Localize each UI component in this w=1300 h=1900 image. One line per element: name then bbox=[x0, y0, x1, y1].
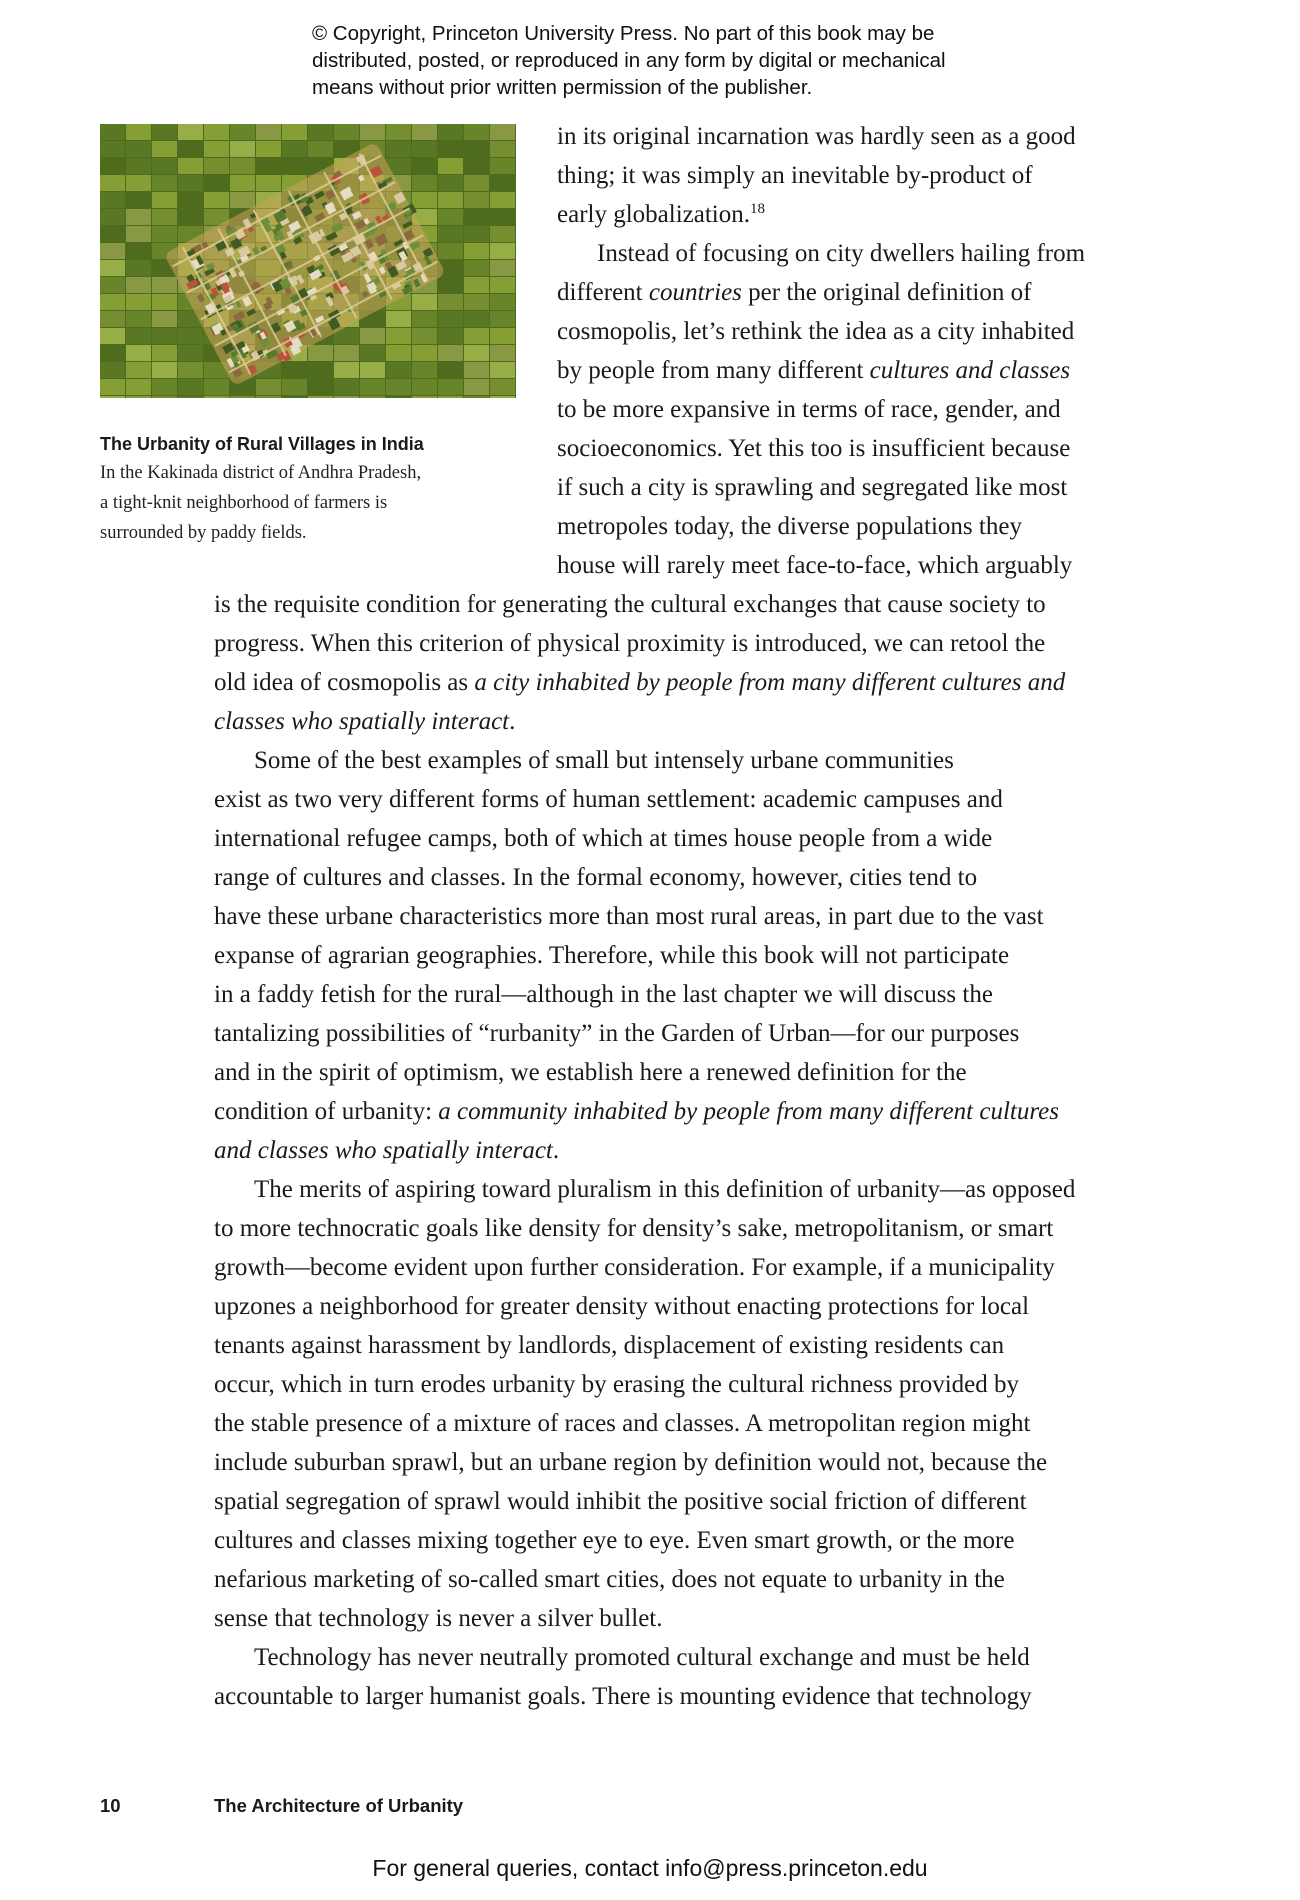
copyright-line: © Copyright, Princeton University Press. No part of this book may be bbox=[312, 22, 935, 45]
body-line: old idea of cosmopolis as a city inhabited by people from many different cultures and bbox=[214, 669, 1066, 696]
body-line: include suburban sprawl, but an urbane region by definition would not, because the bbox=[214, 1449, 1048, 1476]
body-line: house will rarely meet face-to-face, which arguably bbox=[557, 552, 1073, 579]
footnote-ref: 18 bbox=[749, 201, 765, 217]
copyright-line: distributed, posted, or reproduced in any form by digital or mechanical bbox=[312, 49, 946, 72]
body-line: occur, which in turn erodes urbanity by erasing the cultural richness provided by bbox=[214, 1371, 1020, 1398]
italic-phrase: a community inhabited by people from many different cultures bbox=[438, 1098, 1059, 1125]
body-line: early globalization.$^{18}$ bbox=[557, 201, 765, 228]
body-text-main-column bbox=[214, 585, 1274, 1716]
body-line: tenants against harassment by landlords, displacement of existing residents can bbox=[214, 1332, 1005, 1359]
paragraph-start-line: Instead of focusing on city dwellers hailing from bbox=[597, 240, 1086, 267]
body-line: sense that technology is never a silver bullet. bbox=[214, 1605, 663, 1632]
body-line: to more technocratic goals like density for density’s sake, metropolitanism, or smart bbox=[214, 1215, 1054, 1242]
body-line: the stable presence of a mixture of races and classes. A metropolitan region might bbox=[214, 1410, 1031, 1437]
body-line: if such a city is sprawling and segregated like most bbox=[557, 474, 1068, 501]
body-line: in a faddy fetish for the rural—although in the last chapter we will discuss the bbox=[214, 981, 993, 1008]
paragraph-start-line: Technology has never neutrally promoted cultural exchange and must be held bbox=[254, 1644, 1030, 1671]
body-line: different countries per the original definition of bbox=[557, 279, 1032, 306]
body-line: classes who spatially interact. bbox=[214, 708, 516, 735]
body-line: nefarious marketing of so-called smart cities, does not equate to urbanity in the bbox=[214, 1566, 1005, 1593]
page-number: 10 bbox=[100, 1795, 121, 1816]
body-line: is the requisite condition for generating the cultural exchanges that cause society to bbox=[214, 591, 1046, 618]
caption-line: surrounded by paddy fields. bbox=[100, 523, 307, 543]
paragraph-start-line: Some of the best examples of small but intensely urbane communities bbox=[254, 747, 954, 774]
body-line: accountable to larger humanist goals. There is mounting evidence that technology bbox=[214, 1683, 1032, 1710]
italic-phrase: countries bbox=[648, 279, 742, 306]
body-line: have these urbane characteristics more than most rural areas, in part due to the vast bbox=[214, 903, 1044, 930]
body-line: socioeconomics. Yet this too is insufficient because bbox=[557, 435, 1071, 462]
caption-line: a tight-knit neighborhood of farmers is bbox=[100, 493, 388, 513]
running-title: The Architecture of Urbanity bbox=[214, 1795, 464, 1816]
italic-phrase: and classes who spatially interact bbox=[214, 1137, 553, 1164]
body-line: progress. When this criterion of physical proximity is introduced, we can retool the bbox=[214, 630, 1046, 657]
body-line: in its original incarnation was hardly seen as a good bbox=[557, 123, 1076, 150]
body-line: thing; it was simply an inevitable by-product of bbox=[557, 162, 1033, 189]
figure-caption bbox=[100, 430, 520, 548]
body-line: range of cultures and classes. In the formal economy, however, cities tend to bbox=[214, 864, 978, 891]
body-line: cultures and classes mixing together eye to eye. Even smart growth, or the more bbox=[214, 1527, 1015, 1554]
paragraph-start-line: The merits of aspiring toward pluralism in this definition of urbanity—as opposed bbox=[254, 1176, 1076, 1203]
body-line: to be more expansive in terms of race, gender, and bbox=[557, 396, 1061, 423]
body-line: spatial segregation of sprawl would inhibit the positive social friction of different bbox=[214, 1488, 1027, 1515]
copyright-notice bbox=[312, 20, 1072, 101]
body-line: expanse of agrarian geographies. Therefore, while this book will not participate bbox=[214, 942, 1010, 969]
italic-phrase: a city inhabited by people from many different cultures and bbox=[474, 669, 1066, 696]
body-line: international refugee camps, both of which at times house people from a wide bbox=[214, 825, 993, 852]
body-line: condition of urbanity: a community inhabited by people from many different cultures bbox=[214, 1098, 1059, 1125]
caption-line: In the Kakinada district of Andhra Pradesh, bbox=[100, 463, 422, 483]
body-line: and classes who spatially interact. bbox=[214, 1137, 560, 1164]
body-line: and in the spirit of optimism, we establish here a renewed definition for the bbox=[214, 1059, 967, 1086]
body-line: growth—become evident upon further consideration. For example, if a municipality bbox=[214, 1254, 1055, 1281]
italic-phrase: cultures and classes bbox=[869, 357, 1071, 384]
body-line: tantalizing possibilities of “rurbanity” in the Garden of Urban—for our purposes bbox=[214, 1020, 1020, 1047]
body-text-right-column bbox=[557, 117, 1257, 585]
body-line: by people from many different cultures and classes bbox=[557, 357, 1071, 384]
body-line: upzones a neighborhood for greater density without enacting protections for local bbox=[214, 1293, 1030, 1320]
footer-contact-note: For general queries, contact info@press.princeton.edu bbox=[372, 1855, 928, 1881]
body-line: cosmopolis, let’s rethink the idea as a city inhabited bbox=[557, 318, 1075, 345]
aerial-village-photo bbox=[100, 124, 516, 398]
caption-title: The Urbanity of Rural Villages in India bbox=[100, 434, 424, 454]
body-line: metropoles today, the diverse populations they bbox=[557, 513, 1022, 540]
body-line: exist as two very different forms of human settlement: academic campuses and bbox=[214, 786, 1003, 813]
italic-phrase: classes who spatially interact bbox=[214, 708, 510, 735]
copyright-line: means without prior written permission of the publisher. bbox=[312, 76, 813, 99]
